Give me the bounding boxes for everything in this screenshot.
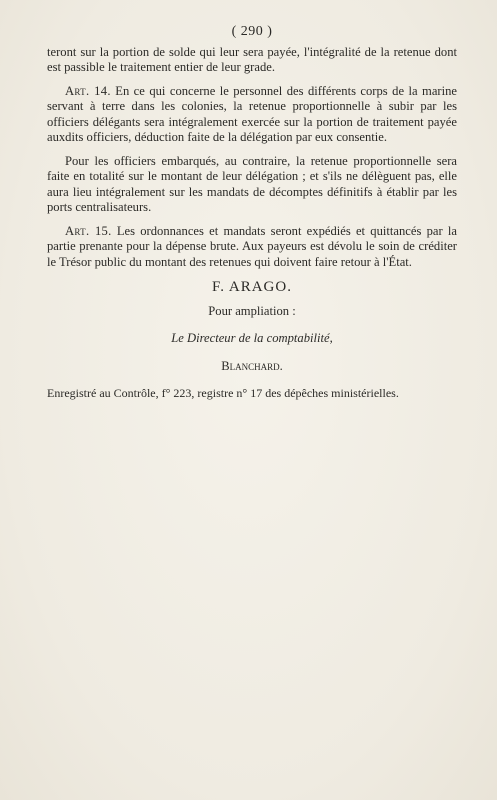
signer-name: Blanchard. (221, 358, 283, 373)
director-title: Le Directeur de la comptabilité, (171, 331, 333, 345)
page-number: ( 290 ) (231, 24, 273, 39)
article-text: Les ordonnances et mandats seront expédiés et quittancés par la partie prenante pour la dépense brute. Aux payeurs est dévolu le soin de créditer le Trésor public du montant des retenues qui doivent faire retour à l'État. (47, 223, 457, 269)
article-14 (47, 84, 457, 146)
paragraph-continuation (47, 45, 457, 76)
registry-note: Enregistré au Contrôle, f° 223, registre n° 17 des dépêches ministérielles. (47, 386, 399, 400)
article-15 (47, 224, 457, 271)
paragraph-text: Pour les officiers embarqués, au contraire, la retenue proportionnelle sera faite en totalité sur le montant de leur délégation ; et s'ils ne délèguent pas, elle aura lieu intégralement sur les mandats de décomptes définitifs à établir par les ports centralisateurs. (47, 153, 457, 214)
show-through-text (40, 415, 467, 775)
document-body (47, 24, 457, 402)
paragraph-officers (47, 154, 457, 216)
article-text: En ce qui concerne le personnel des différents corps de la marine servant à terre dans les colonies, la retenue proportionnelle à subir par les officiers délégants sera intégralement exercée sur la portion de traitement payée auxdits officiers, déduction faite de la délégation par eux consentie. (47, 83, 457, 144)
ampliation-line: Pour ampliation : (208, 303, 296, 318)
signature: F. ARAGO. (212, 279, 292, 295)
article-label: Art. 14. (65, 83, 111, 98)
article-label: Art. 15. (65, 223, 112, 238)
paragraph-text: teront sur la portion de solde qui leur sera payée, l'intégralité de la retenue dont est passible le traitement entier de leur grade. (47, 44, 457, 74)
